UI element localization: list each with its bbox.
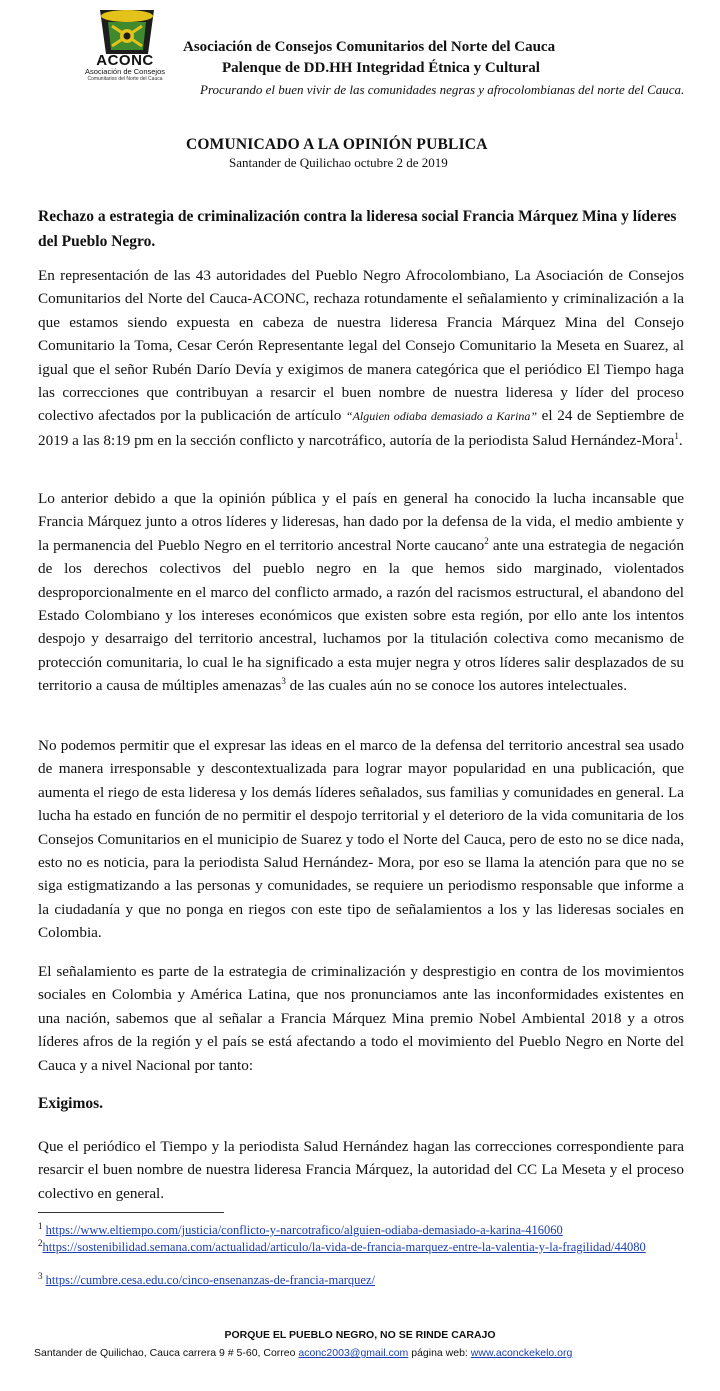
organization-motto: Procurando el buen vivir de las comunidades negras y afrocolombianas del norte del Cauca. [200, 82, 685, 97]
paragraph-1 [38, 264, 684, 452]
paragraph-2-text-cont: ante una estrategia de negación de los derechos colectivos del pueblo negro en la que hemos sido marginado, violentados desproporcionalmente en el marco del conflicto armado, a razón del racismos estructural, el abandono del Estado Colombiano y los intereses económicos que existen sobre esta región, por ello ante los intentos despojo y desarraigo del territorio ancestral, luchamos por la titulación colectiva como mecanismo de protección comunitaria, lo cual le ha significado a esta mujer negra y otros líderes salir desplazados de su territorio a causa de múltiples amenazas [38, 536, 684, 695]
paragraph-2-text: Lo anterior debido a que la opinión pública y el país en general ha conocido la lucha incansable que Francia Márquez junto a otros líderes y lideresas, han dado por la defensa de la vida, el medio ambiente y la permanencia del Pueblo Negro en el territorio ancestral Norte caucano [38, 490, 684, 554]
paragraph-1-text-cont: el 24 de Septiembre de 2019 a las 8:19 pm en la sección conflicto y narcotráfico, autoría de la periodista Salud Hernández-Mora [38, 407, 685, 449]
footnote-ref-3[interactable]: 3 [281, 676, 286, 687]
paragraph-2 [38, 487, 684, 698]
footnote-number: 3 [38, 1270, 43, 1281]
footer-address: Santander de Quilichao, Cauca carrera 9 # 5-60, Correo [34, 1347, 296, 1359]
footer-slogan: PORQUE EL PUEBLO NEGRO, NO SE RINDE CARAJO [224, 1329, 496, 1341]
footnote-divider [38, 1212, 224, 1213]
logo-text [70, 53, 180, 82]
footnote-1 [38, 1222, 698, 1239]
paragraph-1-end: . [678, 431, 683, 449]
footnote-2-link[interactable]: https://sostenibilidad.semana.com/actualidad/articulo/la-vida-de-francia-marquez-entre-la-valentia-y-la-fragilidad/44080 [42, 1240, 646, 1254]
logo-abbreviation: ACONC [96, 52, 154, 69]
paragraph-4: El señalamiento es parte de la estrategia de criminalización y desprestigio en contra de los movimientos sociales en Colombia y América Latina, que nos pronunciamos ante las inconformidades existentes en una nación, sabemos que al señalar a Francia Márquez Mina premio Nobel Ambiental 2018 y a otros líderes afros de la región y el país se está afectando a todo el movimiento del Pueblo Negro en Norte del Cauca y a nivel Nacional por tanto: [38, 963, 684, 1074]
paragraph-1-text: En representación de las 43 autoridades del Pueblo Negro Afrocolombiano, La Asociación de Consejos Comunitarios del Norte del Cauca-ACONC, rechaza rotundamente el señalamiento y criminalización a la que estamos siendo expuesta en cabeza de nuestra lideresa Francia Márquez Mina del Consejo Comunitario la Toma, Cesar Cerón Representante legal del Consejo Comunitario la Meseta en Suarez, al igual que el señor Rubén Darío Devía y exigimos de manera categórica que el periódico El Tiempo haga las correcciones que contribuyan a resarcir el buen nombre de nuestra lideresa y líder del proceso colectivo afectados por la publicación de artículo [38, 267, 684, 425]
footer-contact [34, 1347, 572, 1359]
footer-web-label: página web: [411, 1347, 468, 1359]
footer-web-link[interactable]: www.aconckekelo.org [470, 1347, 573, 1359]
article-title: “Alguien odiaba demasiado a Karina” [345, 409, 538, 424]
headline: Rechazo a estrategia de criminalización contra la lideresa social Francia Márquez Mina y líderes del Pueblo Negro. [38, 208, 677, 250]
communique-date: Santander de Quilichao octubre 2 de 2019 [229, 155, 448, 170]
organization-name: Asociación de Consejos Comunitarios del Norte del Cauca [183, 39, 556, 55]
paragraph-2-text-end: de las cuales aún no se conoce los autores intelectuales. [285, 677, 627, 695]
organization-subtitle: Palenque de DD.HH Integridad Étnica y Cultural [222, 60, 540, 76]
communique-title: COMUNICADO A LA OPINIÓN PUBLICA [186, 136, 488, 153]
footnote-3-link[interactable]: https://cumbre.cesa.edu.co/cinco-ensenanzas-de-francia-marquez/ [45, 1273, 375, 1287]
footnote-ref-1[interactable]: 1 [674, 430, 679, 441]
paragraph-5: Que el periódico el Tiempo y la periodista Salud Hernández hagan las correcciones correspondiente para resarcir el buen nombre de nuestra lideresa Francia Márquez, la autoridad del CC La Meseta y el proceso colectivo en general. [38, 1138, 684, 1202]
footnote-3 [38, 1272, 698, 1289]
footnote-number: 1 [38, 1220, 43, 1231]
footnote-ref-2[interactable]: 2 [484, 535, 489, 546]
logo-subtitle-small: Comunitarios del Norte del Cauca [87, 76, 163, 82]
demands-heading: Exigimos. [38, 1095, 104, 1112]
footnote-number: 2 [38, 1237, 43, 1248]
footnote-1-link[interactable]: https://www.eltiempo.com/justicia/conflicto-y-narcotrafico/alguien-odiaba-demasiado-a-karina-416060 [45, 1223, 563, 1237]
footnote-2 [38, 1239, 698, 1256]
paragraph-3: No podemos permitir que el expresar las ideas en el marco de la defensa del territorio ancestral sea usado de manera irresponsable y descontextualizada para lograr mayor popularidad en una publicación, que aumenta el riego de esta lideresa y los demás líderes señalados, sus familias y comunidades en general. La lucha ha estado en función de no permitir el despojo territorial y el deterioro de la vida comunitaria de los Consejos Comunitarios en el municipio de Suarez y todo el Norte del Cauca, pero de esto no se dice nada, esto no es noticia, para la periodista Salud Hernández- Mora, por eso se llama la atención para que no se siga estigmatizando a las personas y comunidades, se requiere un periodismo responsable que informe a la ciudadanía y que no ponga en riegos con este tipo de señalamientos a los y las lideresas sociales en Colombia. [38, 737, 684, 942]
logo-subtitle: Asociación de Consejos [84, 67, 166, 76]
footer-email-link[interactable]: aconc2003@gmail.com [298, 1347, 409, 1359]
